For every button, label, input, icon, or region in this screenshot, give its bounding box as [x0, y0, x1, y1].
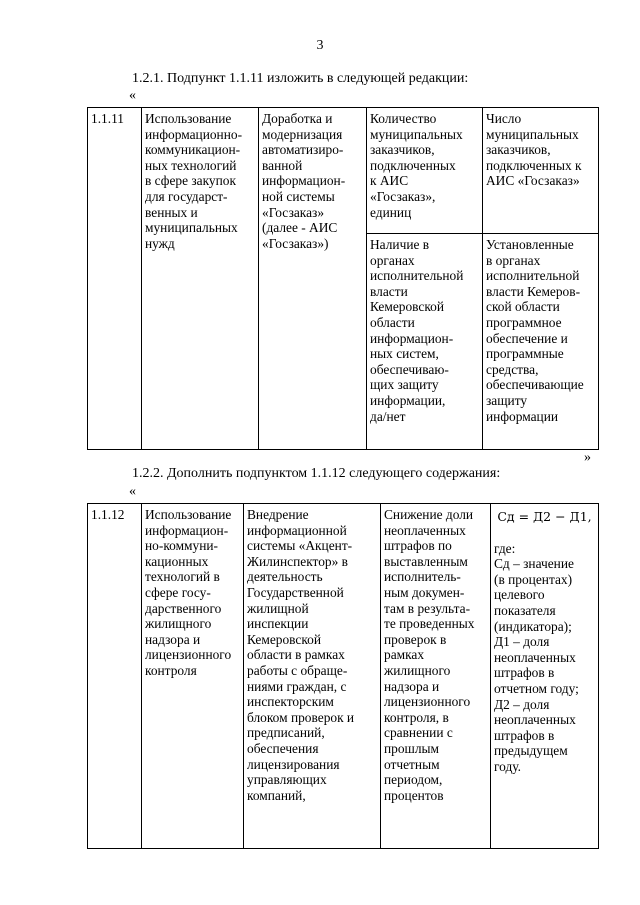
cell-line: в органах: [486, 252, 541, 268]
cell-line: ванной: [262, 157, 303, 173]
cell-line: жилищного: [145, 616, 212, 632]
cell-line: системы «Акцент-: [247, 538, 353, 554]
activity-cell: [244, 504, 381, 849]
section1-close-quote: »: [584, 450, 591, 465]
cell-line: Наличие в: [370, 237, 430, 252]
cell-line: программное: [486, 314, 562, 330]
cell-line: жилищного: [384, 662, 451, 678]
cell-line: сфере госу-: [145, 584, 211, 600]
cell-line: предписаний,: [247, 725, 325, 741]
cell-line: подключенных к: [486, 157, 582, 173]
cell-line: «Госзаказ»): [262, 235, 329, 251]
cell-line: сравнении с: [384, 725, 453, 741]
cell-line: в сфере закупок: [145, 173, 236, 189]
cell-line: надзора и: [145, 631, 201, 647]
cell-line: «Госзаказ»: [262, 204, 325, 220]
cell-line: Снижение доли: [384, 507, 474, 522]
table-1-1-11: [87, 107, 599, 450]
cell-line: нужд: [145, 235, 175, 251]
cell-line: исполнительной: [370, 268, 464, 284]
cell-line: Д2 – доля: [494, 696, 550, 712]
cell-line: лицензионного: [384, 694, 471, 710]
cell-line: обеспечение и: [486, 330, 568, 346]
cell-line: муниципальных: [145, 220, 238, 236]
cell-line: жилищной: [247, 600, 309, 616]
field-cell: [142, 108, 259, 450]
cell-line: но-коммуни-: [145, 538, 219, 554]
cell-line: ным докумен-: [384, 584, 465, 600]
indicator-cell: [381, 504, 491, 849]
cell-line: Д1 – доля: [494, 634, 550, 650]
cell-line: защиту: [486, 392, 528, 408]
cell-line: неоплаченных: [384, 522, 466, 538]
cell-line: исполнитель-: [384, 569, 461, 585]
cell-line: Использование: [145, 111, 232, 126]
cell-line: надзора и: [384, 678, 440, 694]
cell-line: к АИС: [370, 173, 409, 189]
cell-line: Кемеровской: [370, 299, 445, 315]
cell-line: там в результа-: [384, 600, 471, 616]
cell-line: «Госзаказ»,: [370, 188, 436, 204]
cell-line: (далее - АИС: [262, 220, 338, 236]
cell-line: целевого: [494, 587, 545, 603]
cell-line: Использование: [145, 507, 232, 522]
cell-line: власти: [370, 283, 408, 299]
cell-line: ниями граждан, с: [247, 678, 347, 694]
cell-line: венных и: [145, 204, 198, 220]
cell-line: коммуникацион-: [145, 142, 241, 158]
section2-heading: 1.2.2. Дополнить подпунктом 1.1.12 следующего содержания:: [132, 466, 501, 481]
cell-line: штрафов по: [384, 538, 452, 554]
indicator-cell: [367, 234, 483, 450]
cell-line: те проведенных: [384, 616, 475, 632]
method-lines: [494, 541, 595, 775]
cell-line: инспекции: [247, 616, 309, 632]
cell-line: периодом,: [384, 772, 443, 788]
method-cell: [483, 234, 599, 450]
cell-line: Установленные: [486, 237, 574, 252]
cell-line: рамках: [384, 647, 425, 663]
method-cell: [491, 504, 599, 849]
cell-line: муниципальных: [370, 126, 463, 142]
cell-line: Количество: [370, 111, 437, 126]
cell-line: кационных: [145, 553, 209, 569]
cell-line: (в процентах): [494, 571, 573, 587]
cell-line: автоматизиро-: [262, 142, 344, 158]
cell-line: заказчиков,: [486, 142, 551, 158]
cell-line: обеспечиваю-: [370, 361, 449, 377]
cell-line: дарственного: [145, 600, 222, 616]
cell-line: исполнительной: [486, 268, 580, 284]
cell-line: отчетным: [384, 756, 440, 772]
page-number: 3: [316, 38, 324, 53]
method-cell: [483, 108, 599, 234]
row-number: 1.1.12: [88, 504, 142, 849]
cell-line: лицензионного: [145, 647, 232, 663]
cell-line: Число: [486, 111, 522, 126]
cell-line: да/нет: [370, 408, 406, 424]
cell-line: информацион-: [145, 522, 229, 538]
cell-line: ной системы: [262, 188, 335, 204]
table-row: [88, 108, 599, 234]
cell-line: Государственной: [247, 584, 344, 600]
cell-line: выставленным: [384, 553, 468, 569]
cell-line: неоплаченных: [494, 712, 576, 728]
cell-line: неоплаченных: [494, 649, 576, 665]
cell-line: информацион-: [370, 330, 454, 346]
cell-line: предыдущем: [494, 743, 568, 759]
cell-line: обеспечивающие: [486, 377, 584, 393]
cell-line: ных технологий: [145, 157, 237, 173]
cell-line: блоком проверок и: [247, 709, 355, 725]
cell-line: где:: [494, 540, 516, 556]
cell-line: информационной: [247, 522, 347, 538]
cell-line: прошлым: [384, 740, 440, 756]
section2-open-quote: «: [129, 484, 136, 499]
cell-line: информацион-: [262, 173, 346, 189]
field-cell: [142, 504, 244, 849]
cell-line: программные: [486, 346, 564, 362]
cell-line: технологий в: [145, 569, 220, 585]
cell-line: информации: [486, 408, 559, 424]
cell-line: Доработка и: [262, 111, 333, 126]
row-number: 1.1.11: [88, 108, 142, 450]
cell-line: году.: [494, 758, 521, 774]
cell-line: управляющих: [247, 772, 327, 788]
cell-line: компаний,: [247, 787, 306, 803]
cell-line: подключенных: [370, 157, 456, 173]
cell-line: власти Кемеров-: [486, 283, 581, 299]
table-row: [88, 504, 599, 849]
cell-line: ской области: [486, 299, 560, 315]
cell-line: отчетном году;: [494, 680, 579, 696]
cell-line: Внедрение: [247, 507, 309, 522]
activity-cell: [259, 108, 367, 450]
cell-line: штрафов в: [494, 727, 555, 743]
cell-line: единиц: [370, 204, 412, 220]
cell-line: области: [370, 314, 415, 330]
cell-line: средства,: [486, 361, 539, 377]
cell-line: штрафов в: [494, 665, 555, 681]
table-1-1-12: [87, 503, 599, 849]
cell-line: Кемеровской: [247, 631, 322, 647]
cell-line: модернизация: [262, 126, 343, 142]
cell-line: инспекторским: [247, 694, 334, 710]
cell-line: информационно-: [145, 126, 243, 142]
section1-heading: 1.2.1. Подпункт 1.1.11 изложить в следующей редакции:: [132, 71, 469, 86]
cell-line: проверок в: [384, 631, 447, 647]
cell-line: ных систем,: [370, 346, 439, 362]
cell-line: заказчиков,: [370, 142, 435, 158]
cell-line: обеспечения: [247, 740, 319, 756]
cell-line: Жилинспектор» в: [247, 553, 348, 569]
indicator-cell: [367, 108, 483, 234]
cell-line: контроля, в: [384, 709, 449, 725]
cell-line: муниципальных: [486, 126, 579, 142]
cell-line: информации,: [370, 392, 446, 408]
cell-line: Сд – значение: [494, 556, 574, 572]
cell-line: лицензирования: [247, 756, 340, 772]
formula: Сд = Д2 − Д1,: [497, 509, 592, 524]
cell-line: работы с обраще-: [247, 662, 348, 678]
cell-line: АИС «Госзаказ»: [486, 173, 580, 189]
cell-line: показателя: [494, 602, 556, 618]
cell-line: области в рамках: [247, 647, 345, 663]
section1-open-quote: «: [129, 88, 136, 103]
cell-line: органах: [370, 252, 415, 268]
cell-line: (индикатора);: [494, 618, 572, 634]
cell-line: для государст-: [145, 188, 228, 204]
cell-line: щих защиту: [370, 377, 439, 393]
cell-line: деятельность: [247, 569, 323, 585]
cell-line: контроля: [145, 662, 197, 678]
cell-line: процентов: [384, 787, 444, 803]
